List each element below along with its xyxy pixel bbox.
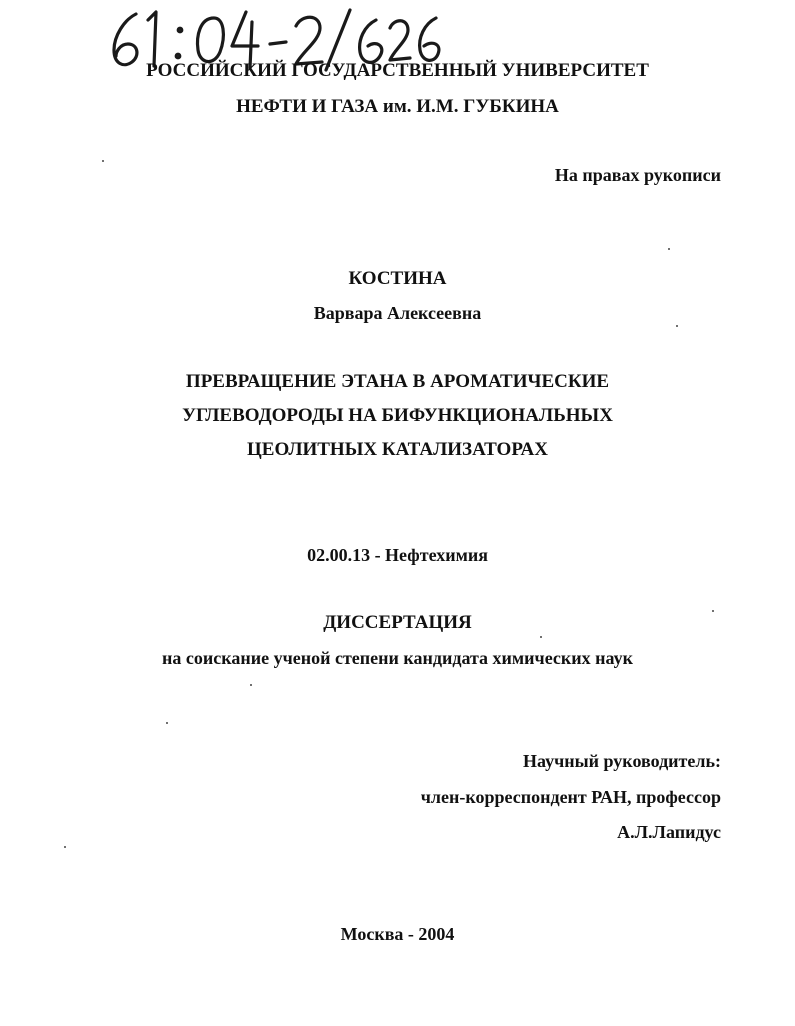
university-name-line1: РОССИЙСКИЙ ГОСУДАРСТВЕННЫЙ УНИВЕРСИТЕТ [146,60,649,81]
dissertation-title-line1: ПРЕВРАЩЕНИЕ ЭТАНА В АРОМАТИЧЕСКИЕ [185,371,610,392]
scan-speck [668,248,670,250]
supervisor-position: член-корреспондент РАН, профессор [420,787,721,807]
author-given-names: Варвара Алексеевна [313,303,482,323]
specialty-code: 02.00.13 - Нефтехимия [307,545,488,565]
scan-speck [166,722,168,724]
scan-speck [676,325,678,327]
scan-speck [102,160,104,162]
dissertation-title-line3: ЦЕОЛИТНЫХ КАТАЛИЗАТОРАХ [247,439,548,460]
dissertation-title-line2: УГЛЕВОДОРОДЫ НА БИФУНКЦИОНАЛЬНЫХ [182,405,613,426]
scan-speck [250,684,252,686]
scan-speck [712,610,714,612]
place-and-year: Москва - 2004 [340,924,455,944]
scan-speck [64,846,66,848]
manuscript-note: На правах рукописи [554,165,721,185]
document-type-subtitle: на соискание ученой степени кандидата химических наук [162,648,633,668]
author-surname: КОСТИНА [348,268,447,289]
supervisor-label: Научный руководитель: [523,751,721,771]
supervisor-name: А.Л.Лапидус [617,822,721,842]
scan-speck [540,636,542,638]
university-name-line2: НЕФТИ И ГАЗА им. И.М. ГУБКИНА [236,96,559,117]
document-type-heading: ДИССЕРТАЦИЯ [323,612,472,633]
